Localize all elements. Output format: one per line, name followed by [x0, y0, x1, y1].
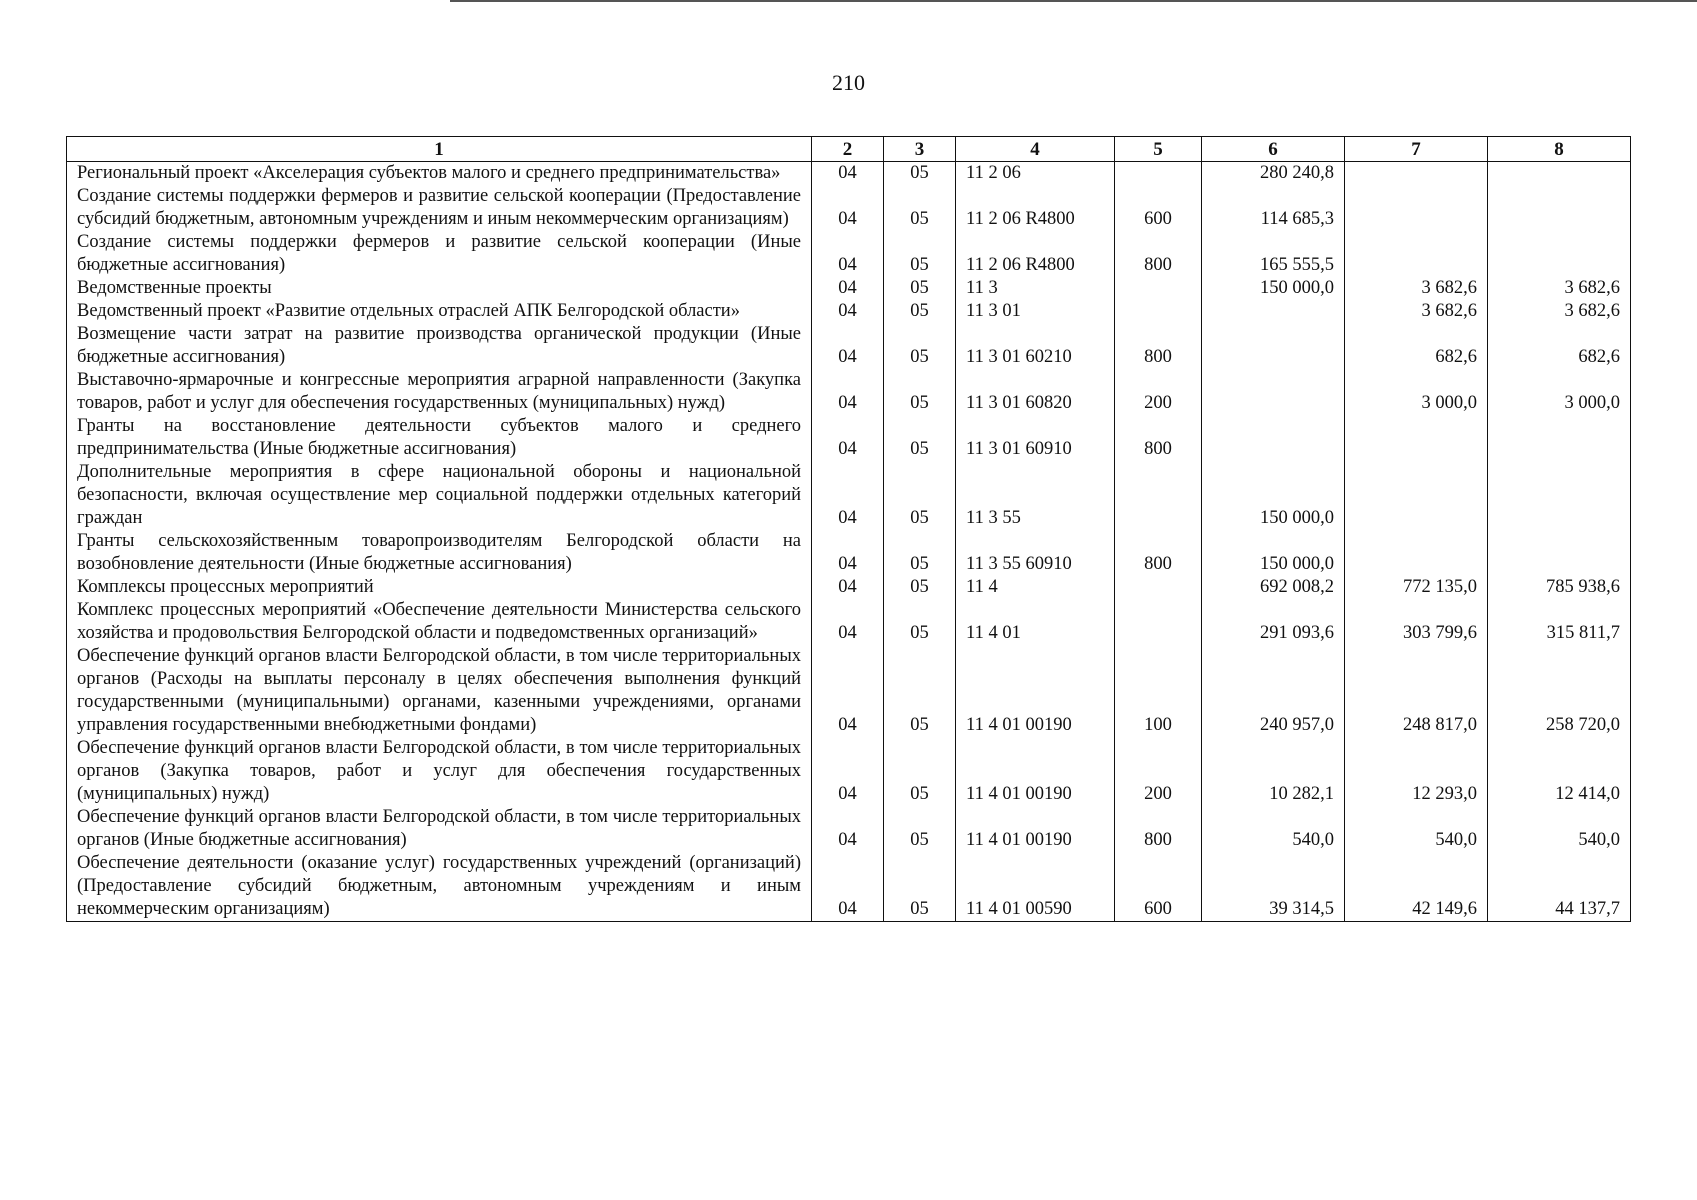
row-name: Выставочно-ярмарочные и конгрессные мероприятия аграрной направленности (Закупка товаров, работ и услуг для обеспечения государственных (муниципальных) нужд) — [67, 369, 812, 415]
row-name: Комплекс процессных мероприятий «Обеспечение деятельности Министерства сельского хозяйства и продовольствия Белгородской области и подведомственных организаций» — [67, 599, 812, 645]
row-amount-col6: 10 282,1 — [1202, 737, 1345, 806]
row-amount-col7 — [1345, 185, 1488, 231]
row-subsection-code: 05 — [884, 369, 956, 415]
row-name: Гранты сельскохозяйственным товаропроизводителям Белгородской области на возобновление деятельности (Иные бюджетные ассигнования) — [67, 530, 812, 576]
row-subsection-code: 05 — [884, 300, 956, 323]
row-subsection-code: 05 — [884, 231, 956, 277]
column-header-4: 4 — [956, 137, 1115, 162]
row-target-article: 11 4 01 — [956, 599, 1115, 645]
row-section-code: 04 — [812, 576, 884, 599]
row-name: Дополнительные мероприятия в сфере национальной обороны и национальной безопасности, включая осуществление мер социальной поддержки отдельных категорий граждан — [67, 461, 812, 530]
column-header-3: 3 — [884, 137, 956, 162]
row-expense-type — [1115, 162, 1202, 186]
row-amount-col6: 114 685,3 — [1202, 185, 1345, 231]
row-amount-col8: 3 682,6 — [1488, 277, 1631, 300]
row-amount-col7 — [1345, 231, 1488, 277]
row-amount-col7: 682,6 — [1345, 323, 1488, 369]
row-target-article: 11 3 01 60910 — [956, 415, 1115, 461]
row-amount-col7: 248 817,0 — [1345, 645, 1488, 737]
row-target-article: 11 4 01 00590 — [956, 852, 1115, 922]
table-row — [67, 277, 1631, 300]
row-subsection-code: 05 — [884, 415, 956, 461]
row-amount-col8 — [1488, 162, 1631, 186]
table-row — [67, 645, 1631, 737]
row-section-code: 04 — [812, 277, 884, 300]
row-subsection-code: 05 — [884, 162, 956, 186]
row-amount-col7: 3 000,0 — [1345, 369, 1488, 415]
row-name: Создание системы поддержки фермеров и развитие сельской кооперации (Иные бюджетные ассигнования) — [67, 231, 812, 277]
budget-table — [66, 136, 1631, 922]
row-amount-col6: 240 957,0 — [1202, 645, 1345, 737]
row-section-code: 04 — [812, 461, 884, 530]
table-row — [67, 162, 1631, 186]
row-amount-col6: 692 008,2 — [1202, 576, 1345, 599]
row-expense-type: 800 — [1115, 415, 1202, 461]
row-expense-type — [1115, 461, 1202, 530]
row-target-article: 11 3 — [956, 277, 1115, 300]
row-expense-type: 200 — [1115, 369, 1202, 415]
column-header-8: 8 — [1488, 137, 1631, 162]
row-section-code: 04 — [812, 806, 884, 852]
row-name: Обеспечение функций органов власти Белгородской области, в том числе территориальных органов (Расходы на выплаты персоналу в целях обеспечения выполнения функций государственными (муниципальными) органами, казенными учреждениями, органами управления государственными внебюджетными фондами) — [67, 645, 812, 737]
table-row — [67, 530, 1631, 576]
row-name: Ведомственные проекты — [67, 277, 812, 300]
row-subsection-code: 05 — [884, 852, 956, 922]
row-amount-col6: 39 314,5 — [1202, 852, 1345, 922]
top-rule — [450, 0, 1697, 2]
row-subsection-code: 05 — [884, 645, 956, 737]
row-amount-col8: 785 938,6 — [1488, 576, 1631, 599]
row-amount-col8: 12 414,0 — [1488, 737, 1631, 806]
column-header-7: 7 — [1345, 137, 1488, 162]
row-section-code: 04 — [812, 300, 884, 323]
row-expense-type: 600 — [1115, 185, 1202, 231]
row-amount-col7: 540,0 — [1345, 806, 1488, 852]
table-row — [67, 369, 1631, 415]
row-amount-col8: 540,0 — [1488, 806, 1631, 852]
row-expense-type: 800 — [1115, 806, 1202, 852]
row-section-code: 04 — [812, 323, 884, 369]
row-amount-col6: 540,0 — [1202, 806, 1345, 852]
row-name: Обеспечение деятельности (оказание услуг) государственных учреждений (организаций) (Предоставление субсидий бюджетным, автономным учреждениям и иным некоммерческим организациям) — [67, 852, 812, 922]
table-row — [67, 576, 1631, 599]
table-row — [67, 599, 1631, 645]
table-row — [67, 231, 1631, 277]
row-amount-col8: 3 682,6 — [1488, 300, 1631, 323]
row-subsection-code: 05 — [884, 599, 956, 645]
table-row — [67, 852, 1631, 922]
row-expense-type: 600 — [1115, 852, 1202, 922]
row-amount-col7: 12 293,0 — [1345, 737, 1488, 806]
row-section-code: 04 — [812, 852, 884, 922]
row-expense-type: 100 — [1115, 645, 1202, 737]
row-target-article: 11 4 01 00190 — [956, 737, 1115, 806]
row-amount-col8 — [1488, 231, 1631, 277]
row-name: Ведомственный проект «Развитие отдельных отраслей АПК Белгородской области» — [67, 300, 812, 323]
row-amount-col7: 3 682,6 — [1345, 300, 1488, 323]
column-header-1: 1 — [67, 137, 812, 162]
row-expense-type: 800 — [1115, 530, 1202, 576]
column-header-6: 6 — [1202, 137, 1345, 162]
row-amount-col8: 258 720,0 — [1488, 645, 1631, 737]
row-section-code: 04 — [812, 645, 884, 737]
row-name: Создание системы поддержки фермеров и развитие сельской кооперации (Предоставление субсидий бюджетным, автономным учреждениям и иным некоммерческим организациям) — [67, 185, 812, 231]
column-header-5: 5 — [1115, 137, 1202, 162]
row-expense-type — [1115, 300, 1202, 323]
row-target-article: 11 2 06 — [956, 162, 1115, 186]
row-target-article: 11 2 06 R4800 — [956, 231, 1115, 277]
row-section-code: 04 — [812, 369, 884, 415]
row-expense-type: 200 — [1115, 737, 1202, 806]
row-amount-col8: 682,6 — [1488, 323, 1631, 369]
row-section-code: 04 — [812, 415, 884, 461]
row-amount-col8: 44 137,7 — [1488, 852, 1631, 922]
row-amount-col6: 150 000,0 — [1202, 461, 1345, 530]
row-amount-col7 — [1345, 415, 1488, 461]
row-target-article: 11 2 06 R4800 — [956, 185, 1115, 231]
row-name: Возмещение части затрат на развитие производства органической продукции (Иные бюджетные ассигнования) — [67, 323, 812, 369]
row-amount-col7: 303 799,6 — [1345, 599, 1488, 645]
table-row — [67, 737, 1631, 806]
row-amount-col8 — [1488, 530, 1631, 576]
row-name: Обеспечение функций органов власти Белгородской области, в том числе территориальных органов (Закупка товаров, работ и услуг для обеспечения государственных (муниципальных) нужд) — [67, 737, 812, 806]
row-amount-col6: 165 555,5 — [1202, 231, 1345, 277]
row-section-code: 04 — [812, 737, 884, 806]
row-subsection-code: 05 — [884, 530, 956, 576]
row-amount-col7 — [1345, 162, 1488, 186]
row-amount-col6 — [1202, 300, 1345, 323]
row-target-article: 11 3 55 — [956, 461, 1115, 530]
row-name: Обеспечение функций органов власти Белгородской области, в том числе территориальных органов (Иные бюджетные ассигнования) — [67, 806, 812, 852]
row-section-code: 04 — [812, 185, 884, 231]
table-row — [67, 185, 1631, 231]
row-expense-type — [1115, 576, 1202, 599]
row-amount-col6 — [1202, 415, 1345, 461]
row-target-article: 11 4 — [956, 576, 1115, 599]
row-amount-col6 — [1202, 369, 1345, 415]
row-section-code: 04 — [812, 530, 884, 576]
row-amount-col8 — [1488, 185, 1631, 231]
row-section-code: 04 — [812, 162, 884, 186]
row-expense-type — [1115, 277, 1202, 300]
table-row — [67, 323, 1631, 369]
row-amount-col7 — [1345, 530, 1488, 576]
page-number: 210 — [832, 70, 865, 95]
row-amount-col8 — [1488, 415, 1631, 461]
row-expense-type — [1115, 599, 1202, 645]
row-target-article: 11 4 01 00190 — [956, 645, 1115, 737]
row-amount-col6: 280 240,8 — [1202, 162, 1345, 186]
row-target-article: 11 3 55 60910 — [956, 530, 1115, 576]
row-target-article: 11 3 01 60210 — [956, 323, 1115, 369]
row-amount-col8: 315 811,7 — [1488, 599, 1631, 645]
row-expense-type: 800 — [1115, 323, 1202, 369]
row-amount-col6: 291 093,6 — [1202, 599, 1345, 645]
row-subsection-code: 05 — [884, 806, 956, 852]
table-row — [67, 415, 1631, 461]
row-subsection-code: 05 — [884, 323, 956, 369]
row-name: Гранты на восстановление деятельности субъектов малого и среднего предпринимательства (Иные бюджетные ассигнования) — [67, 415, 812, 461]
row-subsection-code: 05 — [884, 185, 956, 231]
row-expense-type: 800 — [1115, 231, 1202, 277]
row-amount-col6 — [1202, 323, 1345, 369]
row-target-article: 11 3 01 — [956, 300, 1115, 323]
row-section-code: 04 — [812, 599, 884, 645]
row-amount-col7: 42 149,6 — [1345, 852, 1488, 922]
row-subsection-code: 05 — [884, 737, 956, 806]
row-name: Региональный проект «Акселерация субъектов малого и среднего предпринимательства» — [67, 162, 812, 186]
column-header-2: 2 — [812, 137, 884, 162]
row-amount-col8: 3 000,0 — [1488, 369, 1631, 415]
table-body — [67, 162, 1631, 922]
row-amount-col8 — [1488, 461, 1631, 530]
header-row — [67, 137, 1631, 162]
table-row — [67, 461, 1631, 530]
table-row — [67, 806, 1631, 852]
row-amount-col7: 3 682,6 — [1345, 277, 1488, 300]
row-section-code: 04 — [812, 231, 884, 277]
row-amount-col6: 150 000,0 — [1202, 530, 1345, 576]
row-target-article: 11 3 01 60820 — [956, 369, 1115, 415]
row-amount-col7 — [1345, 461, 1488, 530]
row-amount-col6: 150 000,0 — [1202, 277, 1345, 300]
row-subsection-code: 05 — [884, 461, 956, 530]
table-row — [67, 300, 1631, 323]
row-subsection-code: 05 — [884, 277, 956, 300]
row-name: Комплексы процессных мероприятий — [67, 576, 812, 599]
row-subsection-code: 05 — [884, 576, 956, 599]
row-amount-col7: 772 135,0 — [1345, 576, 1488, 599]
row-target-article: 11 4 01 00190 — [956, 806, 1115, 852]
